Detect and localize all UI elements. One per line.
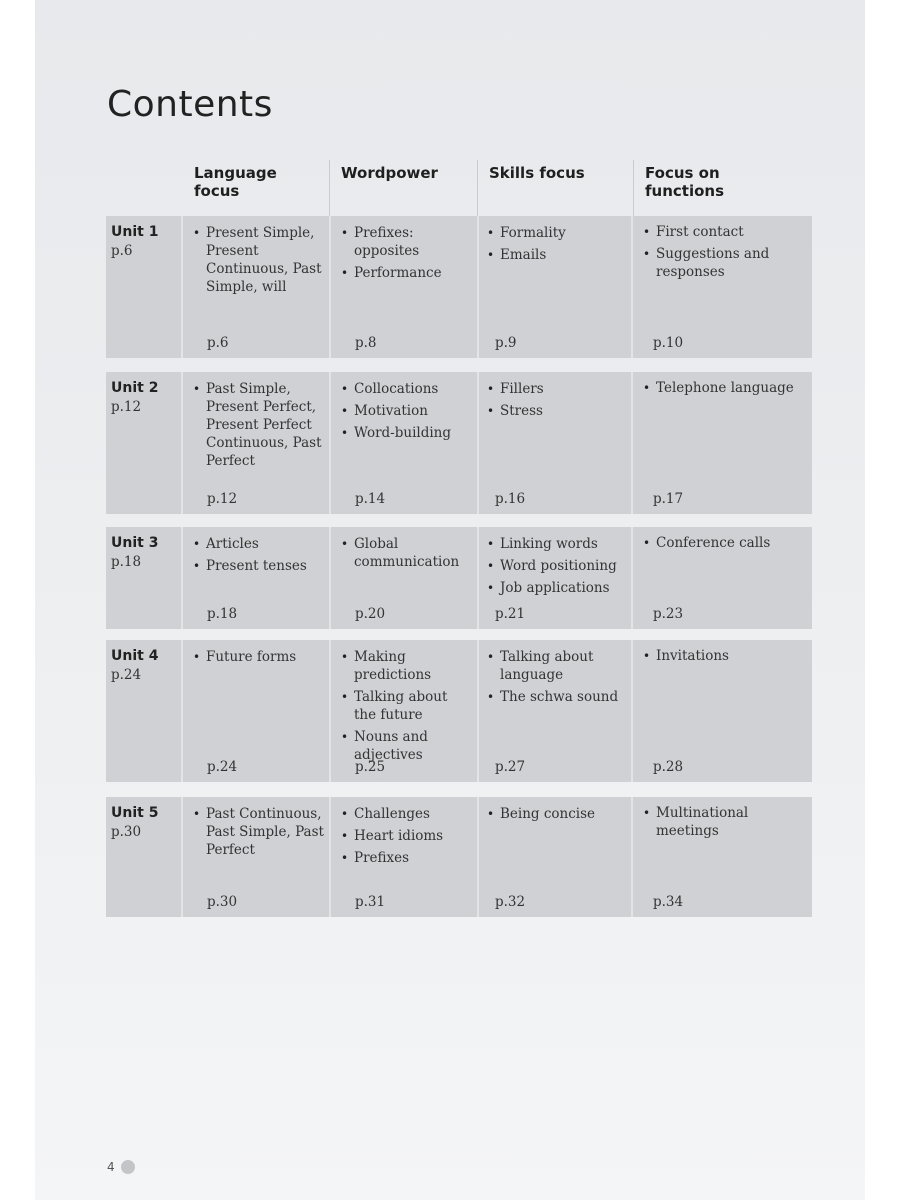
topic-item: • Prefixes [341, 849, 473, 867]
page-ref: p.32 [495, 894, 526, 910]
page-ref: p.18 [207, 606, 238, 622]
topic-list [341, 648, 473, 764]
topic-item: • Future forms [193, 648, 325, 666]
unit-name: Unit 2 [111, 380, 159, 396]
language-focus-cell [183, 527, 331, 629]
page-ref: p.14 [355, 491, 386, 507]
page-number: 4 [107, 1160, 115, 1174]
page-ref: p.10 [653, 335, 684, 351]
topic-list [341, 805, 473, 867]
unit-name: Unit 5 [111, 805, 159, 821]
page-ref: p.16 [495, 491, 526, 507]
topic-item: • Word positioning [487, 557, 627, 575]
page-folio [107, 1160, 135, 1174]
functions-cell [633, 640, 812, 782]
language-focus-cell [183, 372, 331, 514]
unit-row [106, 216, 812, 358]
page-ref: p.12 [207, 491, 238, 507]
unit-page-ref: p.24 [111, 667, 142, 683]
topic-item: • Global communication [341, 535, 473, 571]
header-skills-focus [477, 160, 631, 216]
wordpower-cell [331, 372, 479, 514]
page-ref: p.21 [495, 606, 526, 622]
language-focus-cell [183, 797, 331, 917]
skills-focus-cell [479, 216, 633, 358]
unit-page-ref: p.6 [111, 243, 133, 259]
topic-list [193, 648, 325, 666]
topic-item: • Making predictions [341, 648, 473, 684]
topic-list [341, 535, 473, 571]
language-focus-cell [183, 216, 331, 358]
page-ref: p.31 [355, 894, 386, 910]
wordpower-cell [331, 527, 479, 629]
page-ref: p.9 [495, 335, 517, 351]
skills-focus-cell [479, 797, 633, 917]
topic-item: • Word-building [341, 424, 473, 442]
topic-list [341, 380, 473, 442]
topic-item: • Performance [341, 264, 473, 282]
topic-item: • Suggestions and responses [643, 245, 808, 281]
topic-item: • Past Continuous, Past Simple, Past Perfect [193, 805, 325, 859]
topic-item: • Talking about the future [341, 688, 473, 724]
header-language-focus [183, 160, 331, 216]
wordpower-cell [331, 797, 479, 917]
topic-list [193, 535, 325, 575]
topic-item: • Fillers [487, 380, 627, 398]
topic-list [193, 805, 325, 859]
unit-row [106, 527, 812, 629]
topic-item: • Present tenses [193, 557, 325, 575]
topic-list [487, 380, 627, 420]
unit-cell [106, 527, 183, 629]
functions-cell [633, 372, 812, 514]
page-ref: p.28 [653, 759, 684, 775]
unit-page-ref: p.18 [111, 554, 142, 570]
topic-list [193, 224, 325, 296]
topic-list [643, 223, 808, 281]
topic-item: • Formality [487, 224, 627, 242]
topic-item: • Telephone language [643, 379, 808, 397]
page-ref: p.8 [355, 335, 377, 351]
topic-list [643, 534, 808, 552]
topic-item: • Conference calls [643, 534, 808, 552]
topic-item: • Prefixes: opposites [341, 224, 473, 260]
folio-dot-icon [121, 1160, 135, 1174]
functions-cell [633, 527, 812, 629]
unit-name: Unit 4 [111, 648, 159, 664]
topic-list [341, 224, 473, 282]
wordpower-cell [331, 640, 479, 782]
functions-cell [633, 797, 812, 917]
topic-list [643, 379, 808, 397]
page-ref: p.27 [495, 759, 526, 775]
header-label: Focus on functions [645, 164, 724, 200]
topic-item: • Stress [487, 402, 627, 420]
header-focus-on-functions [633, 160, 812, 216]
topic-item: • Past Simple, Present Perfect, Present Perfect Continuous, Past Perfect [193, 380, 325, 470]
topic-item: • Articles [193, 535, 325, 553]
unit-page-ref: p.12 [111, 399, 142, 415]
topic-item: • Motivation [341, 402, 473, 420]
unit-cell [106, 216, 183, 358]
page-ref: p.30 [207, 894, 238, 910]
unit-row [106, 640, 812, 782]
functions-cell [633, 216, 812, 358]
topic-item: • Nouns and adjectives [341, 728, 473, 764]
topic-item: • Heart idioms [341, 827, 473, 845]
topic-item: • Invitations [643, 647, 808, 665]
topic-list [487, 535, 627, 597]
language-focus-cell [183, 640, 331, 782]
header-label: Skills focus [489, 164, 585, 182]
unit-name: Unit 1 [111, 224, 159, 240]
page-ref: p.20 [355, 606, 386, 622]
topic-list [487, 805, 627, 823]
page-ref: p.24 [207, 759, 238, 775]
page-ref: p.23 [653, 606, 684, 622]
topic-list [643, 804, 808, 840]
topic-item: • The schwa sound [487, 688, 627, 706]
header-label: Wordpower [341, 164, 438, 182]
topic-item: • Challenges [341, 805, 473, 823]
unit-page-ref: p.30 [111, 824, 142, 840]
topic-item: • Multinational meetings [643, 804, 808, 840]
topic-item: • Collocations [341, 380, 473, 398]
page-ref: p.17 [653, 491, 684, 507]
header-label: Language focus [194, 164, 277, 200]
topic-item: • Job applications [487, 579, 627, 597]
page-ref: p.34 [653, 894, 684, 910]
topic-item: • First contact [643, 223, 808, 241]
topic-item: • Emails [487, 246, 627, 264]
topic-item: • Being concise [487, 805, 627, 823]
unit-cell [106, 640, 183, 782]
skills-focus-cell [479, 640, 633, 782]
topic-item: • Present Simple, Present Continuous, Past Simple, will [193, 224, 325, 296]
page-title: Contents [107, 84, 273, 125]
topic-item: • Talking about language [487, 648, 627, 684]
topic-list [643, 647, 808, 665]
wordpower-cell [331, 216, 479, 358]
page-ref: p.6 [207, 335, 229, 351]
topic-list [487, 224, 627, 264]
unit-name: Unit 3 [111, 535, 159, 551]
unit-cell [106, 797, 183, 917]
topic-item: • Linking words [487, 535, 627, 553]
topic-list [487, 648, 627, 706]
header-wordpower [329, 160, 477, 216]
skills-focus-cell [479, 372, 633, 514]
topic-list [193, 380, 325, 470]
unit-cell [106, 372, 183, 514]
page-ref: p.25 [355, 759, 386, 775]
unit-row [106, 797, 812, 917]
unit-row [106, 372, 812, 514]
skills-focus-cell [479, 527, 633, 629]
